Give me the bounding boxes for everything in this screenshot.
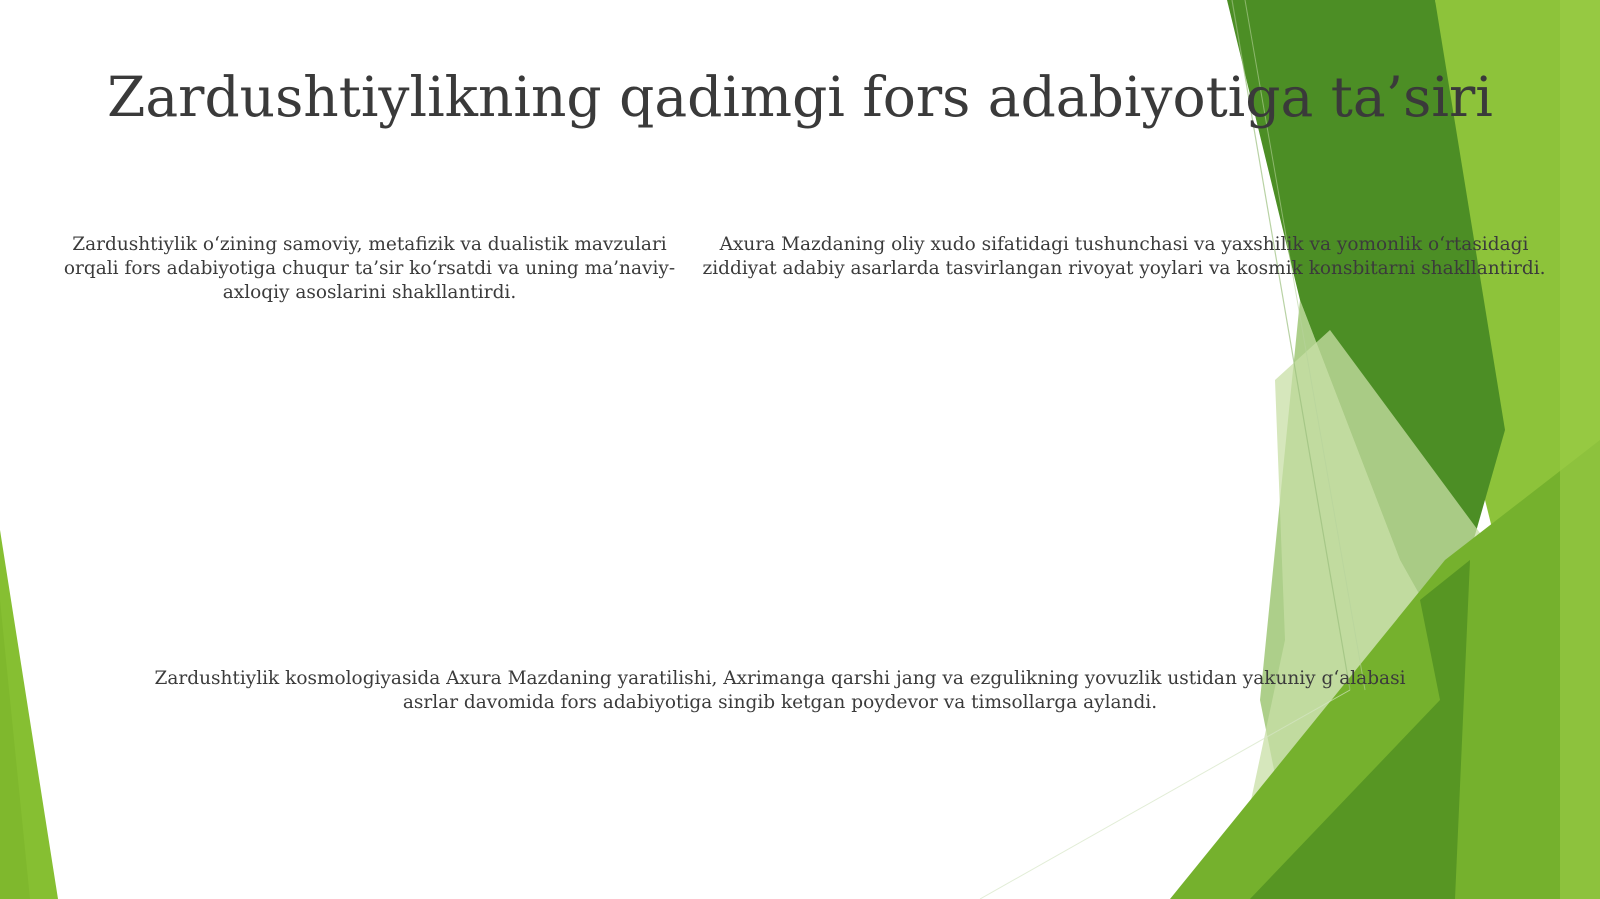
paragraph-bottom: Zardushtiylik kosmologiyasida Axura Mazdaning yaratilishi, Axrimanga qarshi jang va ezgulikning yovuzlik ustidan yakuniy g‘alabasi asrlar davomida fors adabiyotiga singib ketgan poydevor va timsollarga aylandi. <box>154 668 1406 713</box>
right-outer-strip <box>1560 0 1600 899</box>
slide-title: Zardushtiylikning qadimgi fors adabiyotiga ta’siri <box>107 65 1493 129</box>
paragraph-left: Zardushtiylik o‘zining samoviy, metafizik va dualistik mavzulari orqali fors adabiyotiga chuqur ta’sir ko‘rsatdi va uning ma’naviy-axloqiy asoslarini shakllantirdi. <box>63 234 676 303</box>
paragraph-right: Axura Mazdaning oliy xudo sifatidagi tushunchasi va yaxshilik va yomonlik o‘rtasidagi ziddiyat adabiy asarlarda tasvirlangan rivoyat yoylari va kosmik konsbitarni shakllantirdi. <box>702 234 1546 279</box>
